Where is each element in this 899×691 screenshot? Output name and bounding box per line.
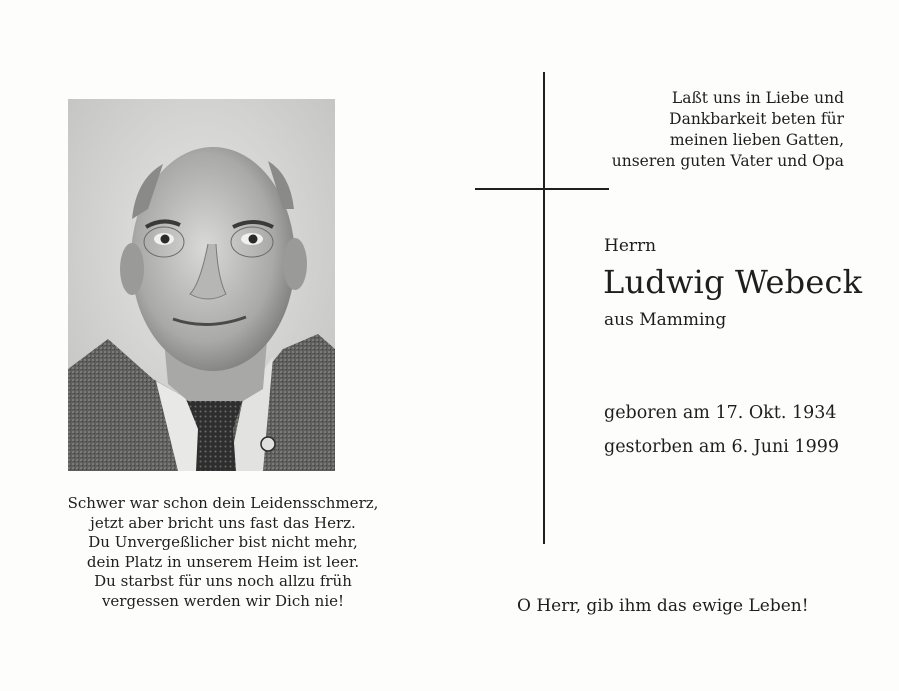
cross-vertical-bar <box>543 72 545 544</box>
life-dates <box>604 396 839 464</box>
prayer-verse <box>584 88 844 172</box>
cross-horizontal-bar <box>475 188 609 190</box>
verse-line: Laßt uns in Liebe und <box>671 89 844 107</box>
poem-line: dein Platz in unserem Heim ist leer. <box>86 552 360 571</box>
poem-line: jetzt aber bricht uns fast das Herz. <box>90 513 356 532</box>
birth-date: geboren am 17. Okt. 1934 <box>604 403 837 423</box>
hometown: aus Mamming <box>604 310 727 330</box>
deceased-name: Ludwig Webeck <box>603 263 863 301</box>
blessing: O Herr, gib ihm das ewige Leben! <box>517 596 809 616</box>
poem-line: Schwer war schon dein Leidensschmerz, <box>67 494 379 512</box>
poem-line: Du Unvergeßlicher bist nicht mehr, <box>88 533 358 552</box>
verse-line: Dankbarkeit beten für <box>669 110 844 128</box>
poem-line: Du starbst für uns noch allzu früh <box>94 572 352 591</box>
death-date: gestorben am 6. Juni 1999 <box>604 437 839 457</box>
verse-line: meinen lieben Gatten, <box>669 131 844 149</box>
salutation: Herrn <box>604 236 657 256</box>
verse-line: unseren guten Vater und Opa <box>611 152 844 170</box>
poem <box>43 494 403 612</box>
portrait-photo <box>68 99 335 471</box>
poem-line: vergessen werden wir Dich nie! <box>101 591 345 610</box>
